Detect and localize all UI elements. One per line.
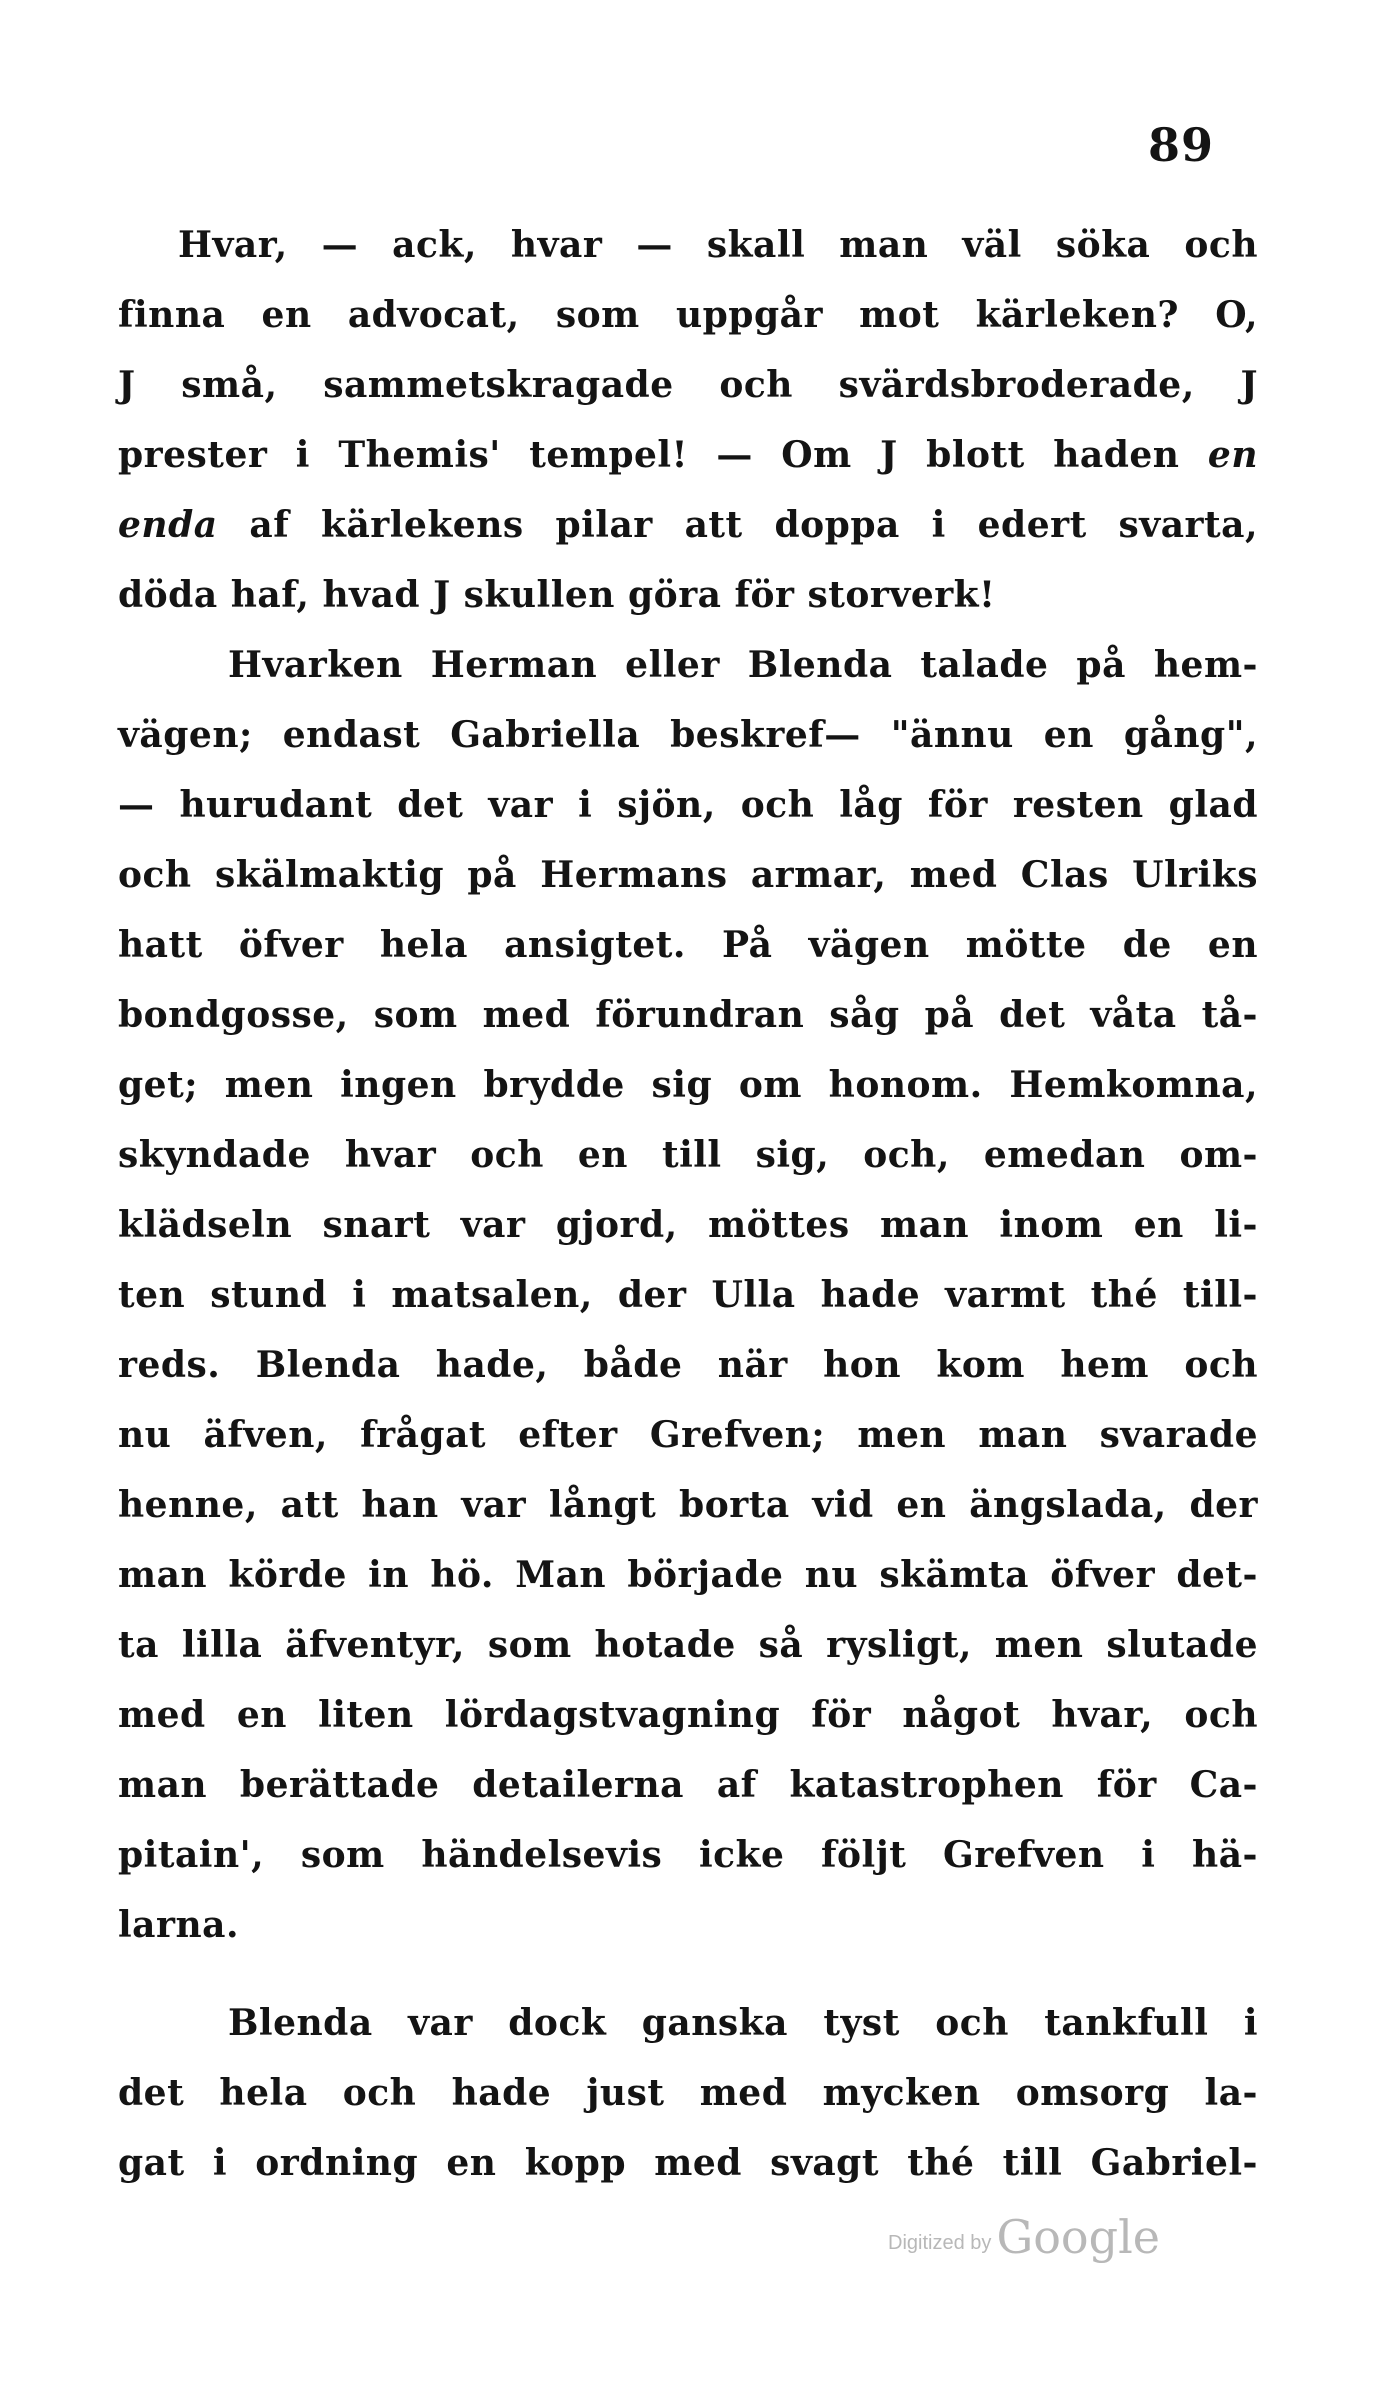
paragraph-1: [118, 210, 1258, 630]
text-line-with-italic: [118, 490, 1258, 560]
text-line: — hurudant det var i sjön, och låg för resten glad: [118, 784, 1258, 826]
text-line: man körde in hö. Man började nu skämta öfver det-: [118, 1554, 1258, 1596]
text-line: Hvarken Herman eller Blenda talade på hem-: [228, 644, 1258, 686]
text-line-segment: af kärlekens pilar att doppa i edert svarta,: [249, 504, 1258, 546]
paragraph-gap: [118, 1960, 1258, 1988]
text-line: J små, sammetskragade och svärdsbroderade, J: [118, 364, 1258, 406]
text-line: henne, att han var långt borta vid en ängslada, der: [118, 1484, 1258, 1526]
text-line-with-italic: [118, 420, 1258, 490]
text-line: ten stund i matsalen, der Ulla hade varmt thé till-: [118, 1274, 1258, 1316]
text-line-segment: prester i Themis' tempel! — Om J blott haden: [118, 434, 1180, 476]
paragraph-2: [118, 630, 1258, 1960]
page-text: [118, 210, 1258, 2198]
text-line: larna.: [118, 1904, 240, 1946]
text-line: Hvar, — ack, hvar — skall man väl söka och: [178, 224, 1258, 266]
text-line: vägen; endast Gabriella beskref— "ännu en gång",: [118, 714, 1258, 756]
text-line: med en liten lördagstvagning för något hvar, och: [118, 1694, 1258, 1736]
text-line: skyndade hvar och en till sig, och, emedan om-: [118, 1134, 1258, 1176]
italic-word: enda: [118, 504, 218, 546]
text-line: ta lilla äfventyr, som hotade så rysligt, men slutade: [118, 1624, 1258, 1666]
text-line: man berättade detailerna af katastrophen för Ca-: [118, 1764, 1258, 1806]
watermark-prefix: Digitized by: [888, 2232, 992, 2254]
paragraph-3: [118, 1988, 1258, 2198]
text-line: det hela och hade just med mycken omsorg la-: [118, 2072, 1258, 2114]
text-line: reds. Blenda hade, både när hon kom hem och: [118, 1344, 1258, 1386]
text-line: pitain', som händelsevis icke följt Grefven i hä-: [118, 1834, 1258, 1876]
text-line: och skälmaktig på Hermans armar, med Clas Ulriks: [118, 854, 1258, 896]
google-logo-text: Google: [996, 2210, 1160, 2264]
digitized-by-google-watermark: [888, 2210, 1160, 2264]
text-line: klädseln snart var gjord, möttes man inom en li-: [118, 1204, 1258, 1246]
text-line: bondgosse, som med förundran såg på det våta tå-: [118, 994, 1258, 1036]
text-line: döda haf, hvad J skullen göra för storverk!: [118, 574, 996, 616]
text-line: finna en advocat, som uppgår mot kärleken? O,: [118, 294, 1258, 336]
italic-word: en: [1207, 434, 1258, 476]
text-line: nu äfven, frågat efter Grefven; men man svarade: [118, 1414, 1258, 1456]
text-line: Blenda var dock ganska tyst och tankfull i: [228, 2002, 1258, 2044]
page-number: 89: [1148, 118, 1215, 172]
text-line: gat i ordning en kopp med svagt thé till Gabriel-: [118, 2142, 1258, 2184]
text-line: get; men ingen brydde sig om honom. Hemkomna,: [118, 1064, 1258, 1106]
text-line: hatt öfver hela ansigtet. På vägen mötte de en: [118, 924, 1258, 966]
